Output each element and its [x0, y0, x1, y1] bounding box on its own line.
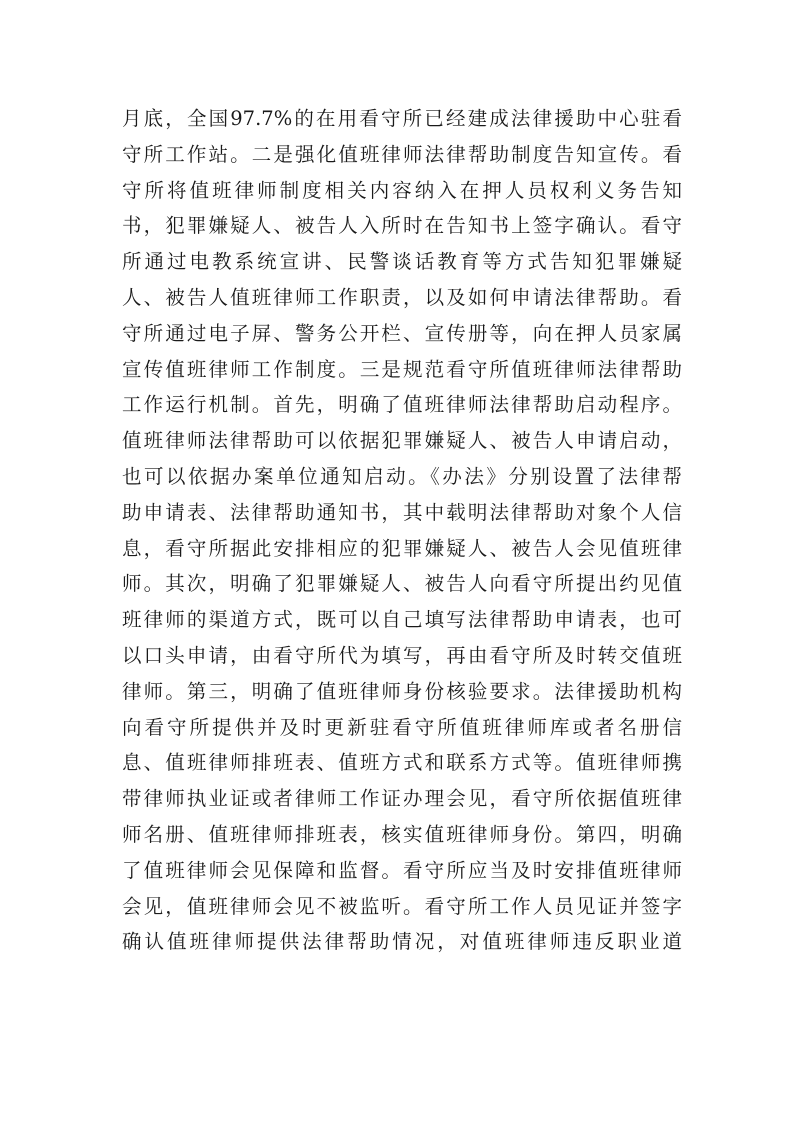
text-line: 律师。第三，明确了值班律师身份核验要求。法律援助机构: [122, 679, 682, 703]
text-line: 月底，全国97.7%的在用看守所已经建成法律援助中心驻看: [122, 107, 682, 130]
text-line: 工作运行机制。首先，明确了值班律师法律帮助启动程序。: [122, 393, 682, 417]
body-text: [122, 101, 682, 960]
text-line: 了值班律师会见保障和监督。看守所应当及时安排值班律师: [122, 858, 682, 882]
text-line: 确认值班律师提供法律帮助情况，对值班律师违反职业道: [122, 930, 682, 954]
text-line: 书，犯罪嫌疑人、被告人入所时在告知书上签字确认。看守: [122, 214, 682, 238]
text-line: 值班律师法律帮助可以依据犯罪嫌疑人、被告人申请启动，: [122, 429, 682, 453]
text-line: 向看守所提供并及时更新驻看守所值班律师库或者名册信: [122, 715, 682, 739]
text-line: 师。其次，明确了犯罪嫌疑人、被告人向看守所提出约见值: [122, 572, 682, 596]
text-line: 宣传值班律师工作制度。三是规范看守所值班律师法律帮助: [122, 357, 682, 381]
text-line: 息、值班律师排班表、值班方式和联系方式等。值班律师携: [122, 751, 682, 775]
text-line: 所通过电教系统宣讲、民警谈话教育等方式告知犯罪嫌疑: [122, 250, 682, 274]
text-line: 会见，值班律师会见不被监听。看守所工作人员见证并签字: [122, 894, 682, 918]
text-line: 班律师的渠道方式，既可以自己填写法律帮助申请表，也可: [122, 608, 682, 632]
text-line: 息，看守所据此安排相应的犯罪嫌疑人、被告人会见值班律: [122, 536, 682, 560]
text-line: 助申请表、法律帮助通知书，其中载明法律帮助对象个人信: [122, 500, 682, 524]
text-line: 师名册、值班律师排班表，核实值班律师身份。第四，明确: [122, 822, 682, 846]
text-line: 带律师执业证或者律师工作证办理会见，看守所依据值班律: [122, 787, 682, 811]
text-line: 也可以依据办案单位通知启动。《办法》分别设置了法律帮: [122, 464, 682, 488]
text-line: 守所通过电子屏、警务公开栏、宣传册等，向在押人员家属: [122, 321, 682, 345]
text-line: 守所将值班律师制度相关内容纳入在押人员权利义务告知: [122, 178, 682, 202]
text-line: 以口头申请，由看守所代为填写，再由看守所及时转交值班: [122, 643, 682, 667]
text-line: 守所工作站。二是强化值班律师法律帮助制度告知宣传。看: [122, 142, 682, 166]
text-line: 人、被告人值班律师工作职责，以及如何申请法律帮助。看: [122, 285, 682, 309]
